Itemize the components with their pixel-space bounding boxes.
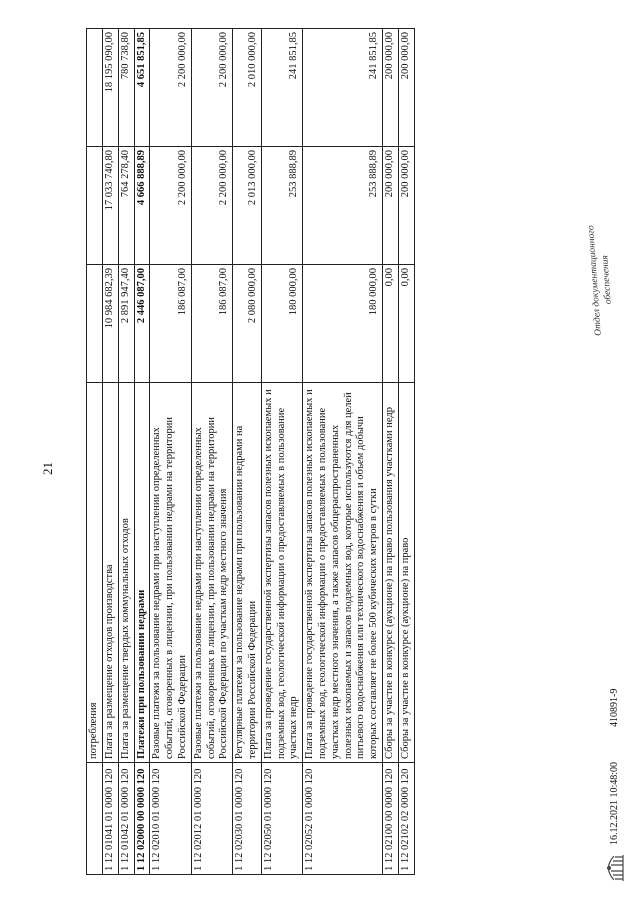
table-row (261, 29, 302, 875)
table-row (398, 29, 414, 875)
row-name: Регулярные платежи за пользование недрами при пользовании недрами на территории Российской Федерации (233, 383, 262, 763)
stamp-line-2: обеспечения (600, 254, 614, 305)
table-body (87, 29, 415, 875)
row-value-3: 4 651 851,85 (134, 29, 150, 147)
row-code: 1 12 02100 00 0000 120 (382, 763, 398, 875)
row-value-2: 764 278,40 (118, 147, 134, 265)
row-value-1: 2 891 947,40 (118, 265, 134, 383)
table-row (134, 29, 150, 875)
table-row (118, 29, 134, 875)
row-value-3: 2 200 000,00 (191, 29, 232, 147)
row-value-2: 200 000,00 (398, 147, 414, 265)
table-row (303, 29, 383, 875)
row-value-2: 17 033 740,80 (103, 147, 119, 265)
row-name: Плата за проведение государственной экспертизы запасов полезных ископаемых и подземных вод, геологической информации о предоставляемых в пользование участках недр (261, 383, 302, 763)
row-value-2: 253 888,89 (261, 147, 302, 265)
table-row (233, 29, 262, 875)
footer-date: 16.12.2021 10:48:00 (609, 761, 620, 845)
stamp-line-1: Отдел документационного (586, 224, 604, 337)
row-name: Разовые платежи за пользование недрами при наступлении определенных событий, оговоренных в лицензии, при пользовании недрами на территории Российской Федерации по участкам недр местного значения (191, 383, 232, 763)
table-row (382, 29, 398, 875)
table-row (191, 29, 232, 875)
row-value-2: 200 000,00 (382, 147, 398, 265)
row-code: 1 12 01041 01 0000 120 (103, 763, 119, 875)
row-name: Сборы за участие в конкурсе (аукционе) на право пользования участками недр (382, 383, 398, 763)
row-value-3: 18 195 090,00 (103, 29, 119, 147)
row-value-3: 2 200 000,00 (150, 29, 191, 147)
table-row (150, 29, 191, 875)
page-number: 21 (40, 462, 55, 475)
row-code: 1 12 02010 01 0000 120 (150, 763, 191, 875)
footer-doc-number: 410891-9 (609, 688, 620, 727)
row-name: Сборы за участие в конкурсе (аукционе) на право (398, 383, 414, 763)
row-value-2: 253 888,89 (303, 147, 383, 265)
row-name: Разовые платежи за пользование недрами при наступлении определенных событий, оговоренных в лицензии, при пользовании недрами на территории Российской Федерации (150, 383, 191, 763)
row-value-1: 180 000,00 (303, 265, 383, 383)
row-value-2: 2 200 000,00 (150, 147, 191, 265)
row-code: 1 12 01042 01 0000 120 (118, 763, 134, 875)
row-value-3: 2 010 000,00 (233, 29, 262, 147)
row-code: 1 12 02102 02 0000 120 (398, 763, 414, 875)
row-value-3: 780 738,80 (118, 29, 134, 147)
row-value-3: 241 851,85 (303, 29, 383, 147)
row-value-1 (87, 265, 103, 383)
row-value-3: 200 000,00 (398, 29, 414, 147)
row-value-2: 4 666 888,89 (134, 147, 150, 265)
row-value-1: 2 446 087,00 (134, 265, 150, 383)
row-value-1: 180 000,00 (261, 265, 302, 383)
row-value-1: 10 984 682,39 (103, 265, 119, 383)
row-value-1: 0,00 (398, 265, 414, 383)
row-code: 1 12 02050 01 0000 120 (261, 763, 302, 875)
row-value-1: 0,00 (382, 265, 398, 383)
row-value-3: 200 000,00 (382, 29, 398, 147)
row-value-1: 2 080 000,00 (233, 265, 262, 383)
row-value-3: 241 851,85 (261, 29, 302, 147)
budget-table (86, 28, 415, 875)
row-value-2: 2 013 000,00 (233, 147, 262, 265)
row-name: Плата за размещение отходов производства (103, 383, 119, 763)
row-name: Плата за размещение твердых коммунальных отходов (118, 383, 134, 763)
row-value-2 (87, 147, 103, 265)
row-code: 1 12 02030 01 0000 120 (233, 763, 262, 875)
row-code: 1 12 02052 01 0000 120 (303, 763, 383, 875)
table-row (103, 29, 119, 875)
row-value-1: 186 087,00 (150, 265, 191, 383)
table-row (87, 29, 103, 875)
emblem-icon (603, 851, 627, 885)
row-name: Платежи при пользовании недрами (134, 383, 150, 763)
row-name: Плата за проведение государственной экспертизы запасов полезных ископаемых и подземных вод, геологической информации о предоставляемых в пользование участках недр местного значения, а также запасов общераспространенных полезных ископаемых и запасов подземных вод, которые используются для целей питьевого водоснабжения или технического водоснабжения и объем добычи которых составляет не более 500 кубических метров в сутки (303, 383, 383, 763)
row-name: потребления (87, 383, 103, 763)
row-value-3 (87, 29, 103, 147)
row-value-2: 2 200 000,00 (191, 147, 232, 265)
row-code: 1 12 02012 01 0000 120 (191, 763, 232, 875)
row-code (87, 763, 103, 875)
row-value-1: 186 087,00 (191, 265, 232, 383)
row-code: 1 12 02000 00 0000 120 (134, 763, 150, 875)
